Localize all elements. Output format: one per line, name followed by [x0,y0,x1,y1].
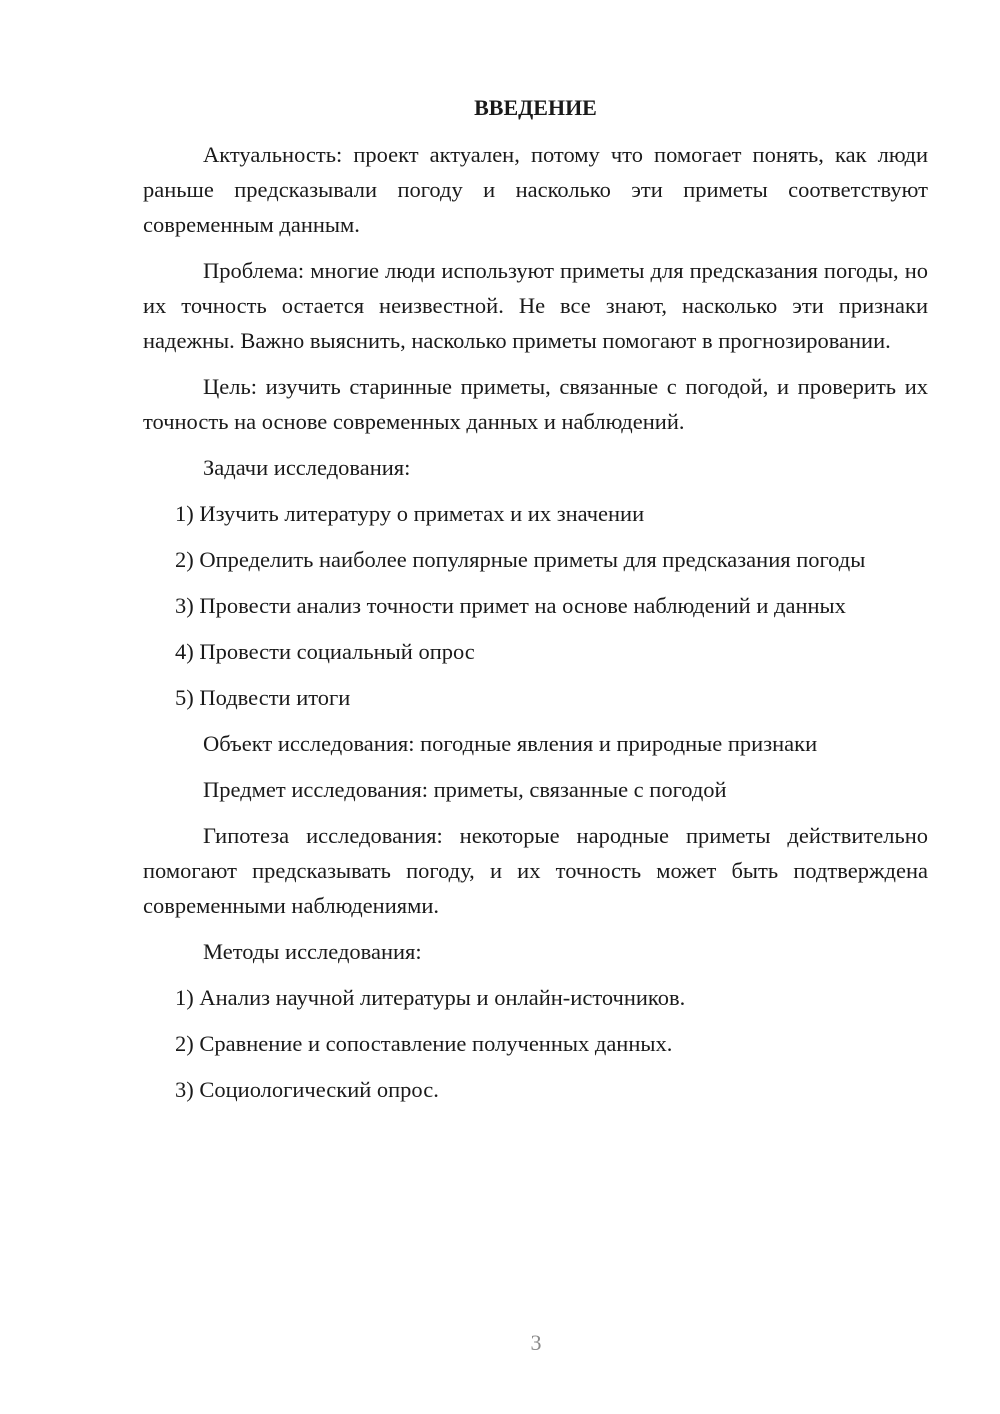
method-item-3: 3) Социологический опрос. [175,1077,439,1102]
subject-paragraph: Предмет исследования: приметы, связанные с погодой [203,777,727,802]
object-paragraph: Объект исследования: погодные явления и природные признаки [203,731,818,756]
problem-paragraph: Проблема: многие люди используют приметы для предсказания погоды, но их точность остается неизвестной. Не все знают, насколько эти признаки надежны. Важно выяснить, насколько приметы помогают в прогнозировании. [143,258,928,353]
tasks-heading: Задачи исследования: [203,455,411,480]
document-page [143,90,928,1118]
task-item-2: 2) Определить наиболее популярные приметы для предсказания погоды [175,547,866,572]
task-item-4: 4) Провести социальный опрос [175,639,475,664]
goal-paragraph: Цель: изучить старинные приметы, связанные с погодой, и проверить их точность на основе современных данных и наблюдений. [143,374,928,434]
task-item-3: 3) Провести анализ точности примет на основе наблюдений и данных [175,593,846,618]
relevance-paragraph: Актуальность: проект актуален, потому что помогает понять, как люди раньше предсказывали погоду и насколько эти приметы соответствуют современным данным. [143,142,928,237]
task-item-1: 1) Изучить литературу о приметах и их значении [175,501,645,526]
methods-heading: Методы исследования: [203,939,422,964]
hypothesis-paragraph: Гипотеза исследования: некоторые народные приметы действительно помогают предсказывать погоду, и их точность может быть подтверждена современными наблюдениями. [143,823,928,918]
page-title: ВВЕДЕНИЕ [474,95,597,120]
method-item-1: 1) Анализ научной литературы и онлайн-источников. [175,985,686,1010]
page-number: 3 [530,1330,542,1355]
method-item-2: 2) Сравнение и сопоставление полученных данных. [175,1031,673,1056]
task-item-5: 5) Подвести итоги [175,685,351,710]
